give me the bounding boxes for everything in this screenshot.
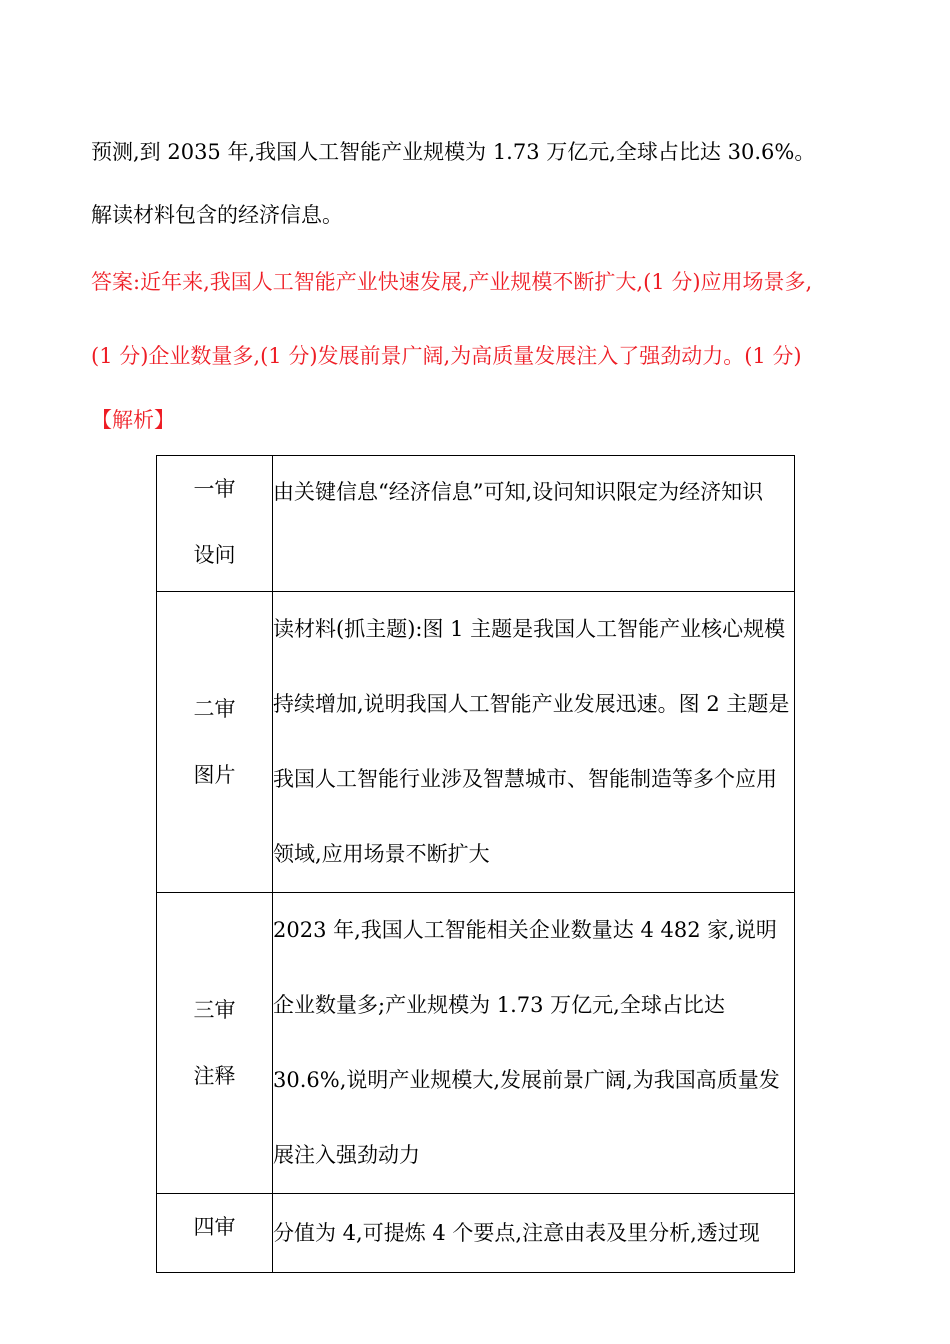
- intro-line-1: 预测,到 2035 年,我国人工智能产业规模为 1.73 万亿元,全球占比达 30.6%。: [91, 140, 816, 164]
- table-row: [157, 592, 795, 893]
- row-label-line-2: 图片: [193, 763, 236, 787]
- row-label: [157, 592, 273, 893]
- table-row: [157, 893, 795, 1194]
- row-content: 2023 年,我国人工智能相关企业数量达 4 482 家,说明企业数量多;产业规模为 1.73 万亿元,全球占比达 30.6%,说明产业规模大,发展前景广阔,为我国高质量发展注入强劲动力: [273, 893, 795, 1194]
- analysis-table: [156, 455, 795, 1273]
- row-label: [157, 456, 273, 592]
- analysis-heading: 【解析】: [91, 408, 175, 432]
- row-label-line-1: 四审: [193, 1215, 236, 1239]
- row-content: 由关键信息“经济信息”可知,设问知识限定为经济知识: [273, 456, 795, 592]
- question-line: 解读材料包含的经济信息。: [91, 203, 343, 227]
- row-label-line-1: 三审: [193, 998, 236, 1022]
- row-label-line-1: 二审: [193, 697, 236, 721]
- answer-line-2: (1 分)企业数量多,(1 分)发展前景广阔,为高质量发展注入了强劲动力。(1 分): [91, 344, 802, 368]
- row-label: [157, 893, 273, 1194]
- row-content: 读材料(抓主题):图 1 主题是我国人工智能产业核心规模持续增加,说明我国人工智能产业发展迅速。图 2 主题是我国人工智能行业涉及智慧城市、智能制造等多个应用领域,应用场景不断扩大: [273, 592, 795, 893]
- answer-line-1: 答案:近年来,我国人工智能产业快速发展,产业规模不断扩大,(1 分)应用场景多,: [91, 270, 813, 294]
- table-row: [157, 1194, 795, 1273]
- row-label: [157, 1194, 273, 1273]
- row-content: 分值为 4,可提炼 4 个要点,注意由表及里分析,透过现: [273, 1194, 795, 1273]
- row-label-line-2: 注释: [193, 1064, 236, 1088]
- table-row: [157, 456, 795, 592]
- row-label-line-2: 设问: [193, 543, 236, 567]
- row-label-line-1: 一审: [193, 477, 236, 501]
